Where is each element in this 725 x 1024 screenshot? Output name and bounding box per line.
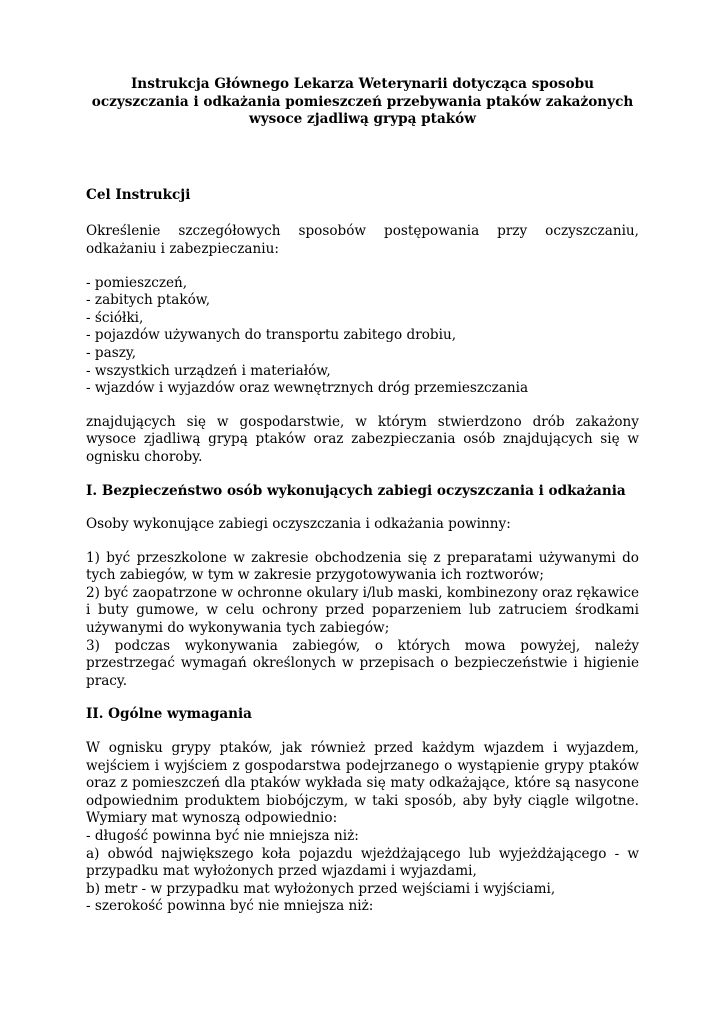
- list-item: - pojazdów używanych do transportu zabitego drobiu,: [86, 327, 457, 344]
- title-line: Instrukcja Głównego Lekarza Weterynarii dotycząca sposobu: [130, 76, 595, 92]
- list-item: 3) podczas wykonywania zabiegów, o których mowa powyżej, należy przestrzegać wymagań określonych w przepisach o bezpieczeństwie i higienie pracy.: [86, 637, 639, 689]
- list-item: - wszystkich urządzeń i materiałów,: [86, 362, 331, 379]
- cel-heading: Cel Instrukcji: [86, 186, 191, 203]
- section1-list: [86, 550, 639, 691]
- list-item: - pomieszczeń,: [86, 274, 188, 291]
- section2-heading: II. Ogólne wymagania: [86, 706, 252, 723]
- list-item: - zabitych ptaków,: [86, 292, 211, 309]
- list-item: - wjazdów i wyjazdów oraz wewnętrznych dróg przemieszczania: [86, 380, 529, 397]
- section2-paragraph: W ognisku grypy ptaków, jak również przed każdym wjazdem i wyjazdem, wejściem i wyjściem z gospodarstwa podejrzanego o wystąpienie grypy ptaków oraz z pomieszczeń dla ptaków wykłada się maty odkażające, które są nasycone odpowiednim produktem biobójczym, w taki sposób, aby były ciągle wilgotne. Wymiary mat wynoszą odpowiednio:: [86, 740, 639, 827]
- cel-intro: Określenie szczegółowych sposobów postępowania przy oczyszczaniu, odkażaniu i zabezpieczaniu:: [86, 223, 639, 257]
- list-item: - paszy,: [86, 344, 137, 361]
- section2-line: b) metr - w przypadku mat wyłożonych przed wejściami i wyjściami,: [86, 880, 556, 897]
- section1-intro: Osoby wykonujące zabiegi oczyszczania i odkażania powinny:: [86, 516, 511, 533]
- list-item: - ściółki,: [86, 309, 144, 326]
- section1-heading: I. Bezpieczeństwo osób wykonujących zabiegi oczyszczania i odkażania: [86, 482, 626, 499]
- document-title: [86, 76, 639, 129]
- section2-line: - szerokość powinna być nie mniejsza niż:: [86, 898, 374, 915]
- cel-list: [86, 275, 639, 398]
- list-item: 2) być zaopatrzone w ochronne okulary i/lub maski, kombinezony oraz rękawice i buty gumowe, w celu ochrony przed poparzeniem lub zatruciem środkami używanymi do wykonywania tych zabiegów;: [86, 584, 639, 637]
- document-page: [86, 76, 639, 916]
- section2-line: a) obwód największego koła pojazdu wjeżdżającego lub wyjeżdżającego - w przypadku mat wyłożonych przed wjazdami i wyjazdami,: [86, 845, 639, 880]
- list-item: 1) być przeszkolone w zakresie obchodzenia się z preparatami używanymi do tych zabiegów, w tym w zakresie przygotowywania ich roztworów;: [86, 549, 639, 584]
- section2-line: - długość powinna być nie mniejsza niż:: [86, 828, 359, 844]
- title-line: wysoce zjadliwą grypą ptaków: [249, 111, 476, 128]
- cel-outro: znajdujących się w gospodarstwie, w którym stwierdzono drób zakażony wysoce zjadliwą grypą ptaków oraz zabezpieczania osób znajdujących się w ognisku choroby.: [86, 413, 639, 465]
- title-line: oczyszczania i odkażania pomieszczeń przebywania ptaków zakażonych: [91, 93, 634, 110]
